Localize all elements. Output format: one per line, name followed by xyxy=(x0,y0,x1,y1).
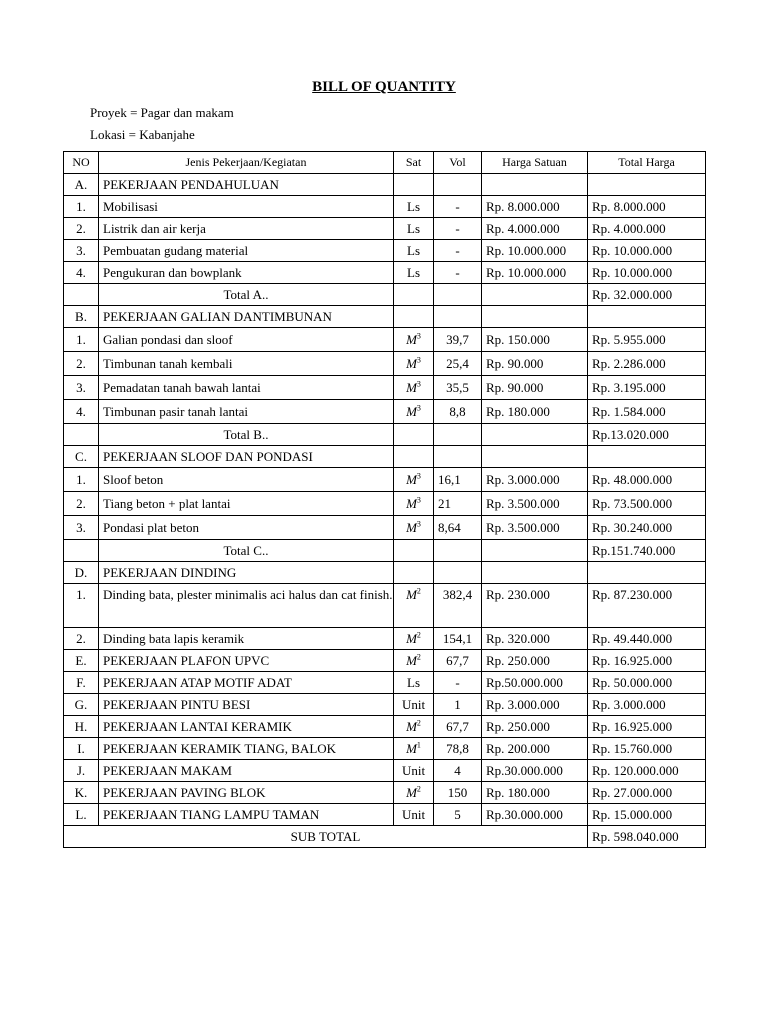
row-desc: PEKERJAAN MAKAM xyxy=(99,760,394,782)
row-total: Rp. 15.760.000 xyxy=(588,738,706,760)
row-desc: Pengukuran dan bowplank xyxy=(99,262,394,284)
unit-base: M xyxy=(406,631,417,646)
row-sat xyxy=(394,782,434,804)
unit-base: M xyxy=(406,496,417,511)
section-row-c xyxy=(64,446,706,468)
subtotal-value: Rp. 598.040.000 xyxy=(588,826,706,848)
header-sat: Sat xyxy=(394,152,434,174)
header-no: NO xyxy=(64,152,99,174)
item-row-j xyxy=(64,760,706,782)
table-row xyxy=(64,376,706,400)
unit-exponent: 2 xyxy=(416,784,421,794)
row-total: Rp. 5.955.000 xyxy=(588,328,706,352)
row-vol: 21 xyxy=(434,492,482,516)
row-harga: Rp. 3.500.000 xyxy=(482,516,588,540)
row-desc: Sloof beton xyxy=(99,468,394,492)
row-total: Rp. 27.000.000 xyxy=(588,782,706,804)
row-harga: Rp. 8.000.000 xyxy=(482,196,588,218)
row-sat xyxy=(394,328,434,352)
header-harga-satuan: Harga Satuan xyxy=(482,152,588,174)
row-total: Rp. 120.000.000 xyxy=(588,760,706,782)
row-harga: Rp. 90.000 xyxy=(482,352,588,376)
table-row xyxy=(64,352,706,376)
unit-base: M xyxy=(406,380,417,395)
section-title: PEKERJAAN DINDING xyxy=(99,562,394,584)
row-total: Rp. 15.000.000 xyxy=(588,804,706,826)
row-vol: 8,64 xyxy=(434,516,482,540)
row-desc: PEKERJAAN KERAMIK TIANG, BALOK xyxy=(99,738,394,760)
row-harga: Rp. 180.000 xyxy=(482,782,588,804)
row-total: Rp. 1.584.000 xyxy=(588,400,706,424)
table-row xyxy=(64,628,706,650)
row-total: Rp. 16.925.000 xyxy=(588,650,706,672)
row-harga: Rp. 250.000 xyxy=(482,716,588,738)
row-total: Rp. 87.230.000 xyxy=(588,584,706,628)
row-desc: PEKERJAAN ATAP MOTIF ADAT xyxy=(99,672,394,694)
row-desc: PEKERJAAN PLAFON UPVC xyxy=(99,650,394,672)
unit-exponent: 3 xyxy=(416,519,421,529)
total-label: Total C.. xyxy=(99,540,394,562)
row-vol: 78,8 xyxy=(434,738,482,760)
row-no: L. xyxy=(64,804,99,826)
row-vol: 154,1 xyxy=(434,628,482,650)
unit-base: M xyxy=(406,332,417,347)
row-sat xyxy=(394,738,434,760)
section-title: PEKERJAAN GALIAN DANTIMBUNAN xyxy=(99,306,394,328)
row-no: 4. xyxy=(64,400,99,424)
row-harga: Rp. 90.000 xyxy=(482,376,588,400)
row-harga: Rp. 4.000.000 xyxy=(482,218,588,240)
row-sat: Unit xyxy=(394,760,434,782)
table-row xyxy=(64,328,706,352)
row-harga: Rp. 320.000 xyxy=(482,628,588,650)
row-desc: Mobilisasi xyxy=(99,196,394,218)
document-title: BILL OF QUANTITY xyxy=(312,79,456,95)
row-no: 2. xyxy=(64,628,99,650)
header-row xyxy=(64,152,706,174)
section-no: C. xyxy=(64,446,99,468)
project-line: Proyek = Pagar dan makam xyxy=(90,105,234,120)
row-no: 1. xyxy=(64,468,99,492)
row-vol: 39,7 xyxy=(434,328,482,352)
row-total: Rp. 4.000.000 xyxy=(588,218,706,240)
row-sat: Ls xyxy=(394,218,434,240)
unit-exponent: 2 xyxy=(416,586,421,596)
row-no: 1. xyxy=(64,584,99,628)
row-desc: PEKERJAAN PAVING BLOK xyxy=(99,782,394,804)
row-vol: - xyxy=(434,262,482,284)
row-sat: Unit xyxy=(394,694,434,716)
section-title: PEKERJAAN PENDAHULUAN xyxy=(99,174,394,196)
table-row xyxy=(64,218,706,240)
row-vol: 67,7 xyxy=(434,716,482,738)
table-row xyxy=(64,516,706,540)
row-no: E. xyxy=(64,650,99,672)
row-no: 2. xyxy=(64,492,99,516)
row-no: K. xyxy=(64,782,99,804)
row-sat xyxy=(394,468,434,492)
item-row-k xyxy=(64,782,706,804)
table-row xyxy=(64,468,706,492)
row-desc: Galian pondasi dan sloof xyxy=(99,328,394,352)
row-sat xyxy=(394,716,434,738)
section-row-d xyxy=(64,562,706,584)
row-total: Rp. 10.000.000 xyxy=(588,240,706,262)
row-no: 1. xyxy=(64,196,99,218)
item-row-f xyxy=(64,672,706,694)
total-label: Total B.. xyxy=(99,424,394,446)
row-vol: - xyxy=(434,240,482,262)
row-total: Rp. 3.000.000 xyxy=(588,694,706,716)
row-sat: Ls xyxy=(394,672,434,694)
item-row-l xyxy=(64,804,706,826)
row-sat xyxy=(394,376,434,400)
row-no: 2. xyxy=(64,218,99,240)
unit-base: M xyxy=(406,785,417,800)
row-desc: Pondasi plat beton xyxy=(99,516,394,540)
row-total: Rp. 2.286.000 xyxy=(588,352,706,376)
row-harga: Rp. 3.000.000 xyxy=(482,694,588,716)
row-harga: Rp. 250.000 xyxy=(482,650,588,672)
bill-of-quantity-table xyxy=(63,151,706,848)
row-sat xyxy=(394,584,434,628)
row-total: Rp. 8.000.000 xyxy=(588,196,706,218)
row-no: H. xyxy=(64,716,99,738)
row-sat: Unit xyxy=(394,804,434,826)
unit-exponent: 2 xyxy=(416,652,421,662)
section-no: D. xyxy=(64,562,99,584)
row-total: Rp. 10.000.000 xyxy=(588,262,706,284)
row-harga: Rp.30.000.000 xyxy=(482,760,588,782)
row-no: J. xyxy=(64,760,99,782)
row-total: Rp. 73.500.000 xyxy=(588,492,706,516)
row-desc: Dinding bata lapis keramik xyxy=(99,628,394,650)
row-vol: - xyxy=(434,196,482,218)
row-harga: Rp. 10.000.000 xyxy=(482,240,588,262)
row-vol: 382,4 xyxy=(434,584,482,628)
unit-exponent: 3 xyxy=(416,331,421,341)
row-no: 4. xyxy=(64,262,99,284)
row-vol: 4 xyxy=(434,760,482,782)
section-row-a xyxy=(64,174,706,196)
row-vol: 35,5 xyxy=(434,376,482,400)
total-value: Rp.13.020.000 xyxy=(588,424,706,446)
row-desc: Timbunan pasir tanah lantai xyxy=(99,400,394,424)
unit-exponent: 3 xyxy=(416,355,421,365)
row-vol: 67,7 xyxy=(434,650,482,672)
unit-base: M xyxy=(406,404,417,419)
item-row-h xyxy=(64,716,706,738)
item-row-g xyxy=(64,694,706,716)
unit-base: M xyxy=(406,741,417,756)
row-harga: Rp. 150.000 xyxy=(482,328,588,352)
row-total: Rp. 50.000.000 xyxy=(588,672,706,694)
row-no: 1. xyxy=(64,328,99,352)
row-vol: 5 xyxy=(434,804,482,826)
row-no: 2. xyxy=(64,352,99,376)
unit-base: M xyxy=(406,520,417,535)
row-sat xyxy=(394,516,434,540)
row-total: Rp. 30.240.000 xyxy=(588,516,706,540)
header-jenis: Jenis Pekerjaan/Kegiatan xyxy=(99,152,394,174)
row-sat xyxy=(394,650,434,672)
row-vol: 150 xyxy=(434,782,482,804)
unit-base: M xyxy=(406,653,417,668)
item-row-i xyxy=(64,738,706,760)
unit-exponent: 2 xyxy=(416,718,421,728)
section-title: PEKERJAAN SLOOF DAN PONDASI xyxy=(99,446,394,468)
row-total: Rp. 16.925.000 xyxy=(588,716,706,738)
table-row xyxy=(64,584,706,628)
total-value: Rp. 32.000.000 xyxy=(588,284,706,306)
row-sat xyxy=(394,400,434,424)
unit-exponent: 1 xyxy=(416,740,421,750)
location-line: Lokasi = Kabanjahe xyxy=(90,127,195,142)
table-row xyxy=(64,400,706,424)
row-desc: Pembuatan gudang material xyxy=(99,240,394,262)
unit-base: M xyxy=(406,356,417,371)
unit-base: M xyxy=(406,472,417,487)
row-sat xyxy=(394,628,434,650)
subtotal-label: SUB TOTAL xyxy=(64,826,588,848)
row-total: Rp. 3.195.000 xyxy=(588,376,706,400)
row-sat: Ls xyxy=(394,262,434,284)
row-sat xyxy=(394,492,434,516)
row-vol: 25,4 xyxy=(434,352,482,376)
row-vol: 8,8 xyxy=(434,400,482,424)
row-harga: Rp. 3.500.000 xyxy=(482,492,588,516)
section-no: B. xyxy=(64,306,99,328)
table-row xyxy=(64,492,706,516)
row-sat: Ls xyxy=(394,240,434,262)
row-desc: PEKERJAAN TIANG LAMPU TAMAN xyxy=(99,804,394,826)
total-row-a xyxy=(64,284,706,306)
total-row-b xyxy=(64,424,706,446)
total-label: Total A.. xyxy=(99,284,394,306)
row-vol: 16,1 xyxy=(434,468,482,492)
total-value: Rp.151.740.000 xyxy=(588,540,706,562)
unit-exponent: 3 xyxy=(416,495,421,505)
row-total: Rp. 49.440.000 xyxy=(588,628,706,650)
unit-exponent: 2 xyxy=(416,630,421,640)
section-row-b xyxy=(64,306,706,328)
row-vol: - xyxy=(434,218,482,240)
row-desc: Listrik dan air kerja xyxy=(99,218,394,240)
header-vol: Vol xyxy=(434,152,482,174)
row-no: G. xyxy=(64,694,99,716)
unit-base: M xyxy=(406,587,417,602)
row-vol: 1 xyxy=(434,694,482,716)
table-row xyxy=(64,240,706,262)
row-sat: Ls xyxy=(394,196,434,218)
row-desc: Pemadatan tanah bawah lantai xyxy=(99,376,394,400)
row-harga: Rp. 10.000.000 xyxy=(482,262,588,284)
row-desc: Timbunan tanah kembali xyxy=(99,352,394,376)
row-harga: Rp.50.000.000 xyxy=(482,672,588,694)
subtotal-row xyxy=(64,826,706,848)
row-sat xyxy=(394,352,434,376)
unit-exponent: 3 xyxy=(416,403,421,413)
row-harga: Rp. 230.000 xyxy=(482,584,588,628)
unit-exponent: 3 xyxy=(416,471,421,481)
row-vol: - xyxy=(434,672,482,694)
row-desc: PEKERJAAN LANTAI KERAMIK xyxy=(99,716,394,738)
item-row-e xyxy=(64,650,706,672)
row-no: 3. xyxy=(64,240,99,262)
row-harga: Rp. 180.000 xyxy=(482,400,588,424)
row-harga: Rp. 3.000.000 xyxy=(482,468,588,492)
row-desc: Dinding bata, plester minimalis aci halus dan cat finish. xyxy=(99,584,394,628)
table-row xyxy=(64,196,706,218)
row-no: 3. xyxy=(64,516,99,540)
unit-base: M xyxy=(406,719,417,734)
total-row-c xyxy=(64,540,706,562)
row-total: Rp. 48.000.000 xyxy=(588,468,706,492)
row-desc: PEKERJAAN PINTU BESI xyxy=(99,694,394,716)
row-no: F. xyxy=(64,672,99,694)
row-no: I. xyxy=(64,738,99,760)
row-desc: Tiang beton + plat lantai xyxy=(99,492,394,516)
header-total-harga: Total Harga xyxy=(588,152,706,174)
section-no: A. xyxy=(64,174,99,196)
unit-exponent: 3 xyxy=(416,379,421,389)
table-row xyxy=(64,262,706,284)
row-harga: Rp. 200.000 xyxy=(482,738,588,760)
row-harga: Rp.30.000.000 xyxy=(482,804,588,826)
row-no: 3. xyxy=(64,376,99,400)
